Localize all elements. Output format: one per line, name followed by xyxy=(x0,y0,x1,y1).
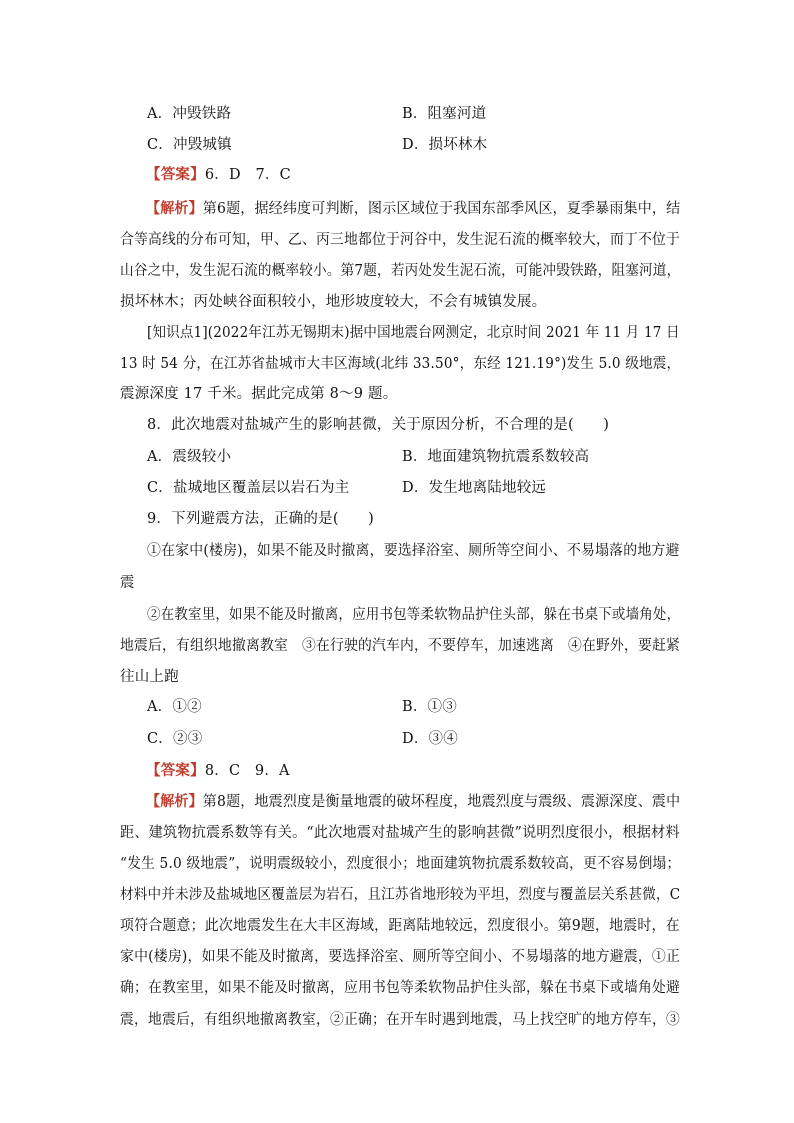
q8-stem: 8．此次地震对盐城产生的影响甚微，关于原因分析，不合理的是( ) xyxy=(147,417,610,433)
analysis-2-line-7: 确；在教室里，如果不能及时撤离，应用书包等柔软物品护住头部，躲在书桌下或墙角处避 xyxy=(120,980,681,996)
q9-option-d: D．③④ xyxy=(402,731,458,747)
analysis-2-line-6: 家中(楼房)，如果不能及时撤离，要选择浴室、厕所等空间小、不易塌落的地方避震，①正 xyxy=(120,949,681,965)
analysis-2-line-8: 震，地震后，有组织地撤离教室，②正确；在开车时遇到地震，马上找空旷的地方停车，③ xyxy=(120,1012,681,1028)
q9-statement-1-line-2: 震 xyxy=(120,575,135,591)
analysis-label: 【解析】 xyxy=(146,200,203,217)
q9-option-a: A．①② xyxy=(147,699,202,715)
analysis-2-line-3: “发生 5.0 级地震”，说明震级较小，烈度很小；地面建筑物抗震系数较高，更不容易倒塌； xyxy=(120,856,681,872)
q9-statement-2-line-1: ②在教室里，如果不能及时撤离，应用书包等柔软物品护住头部，躲在书桌下或墙角处， xyxy=(147,607,681,623)
q67-option-a: A．冲毁铁路 xyxy=(147,106,232,122)
answer-label: 【答案】 xyxy=(146,166,205,183)
q8-option-c: C．盐城地区覆盖层以岩石为主 xyxy=(147,480,350,496)
q67-option-c: C．冲毁城镇 xyxy=(147,137,232,153)
answer-text: 8．C 9．A xyxy=(204,763,290,779)
analysis-2-line-4: 材料中并未涉及盐城地区覆盖层为岩石，且江苏省地形较为平坦，烈度与覆盖层关系甚微，C xyxy=(120,887,681,903)
material-line-3: 震源深度 17 千米。据此完成第 8～9 题。 xyxy=(120,386,398,402)
q9-stem: 9．下列避震方法，正确的是( ) xyxy=(147,511,374,527)
analysis-1-line-3: 山谷之中，发生泥石流的概率较小。第7题，若丙处发生泥石流，可能冲毁铁路，阻塞河道， xyxy=(120,263,681,279)
analysis-label: 【解析】 xyxy=(146,793,203,810)
material-line-1: [知识点1](2022年江苏无锡期末)据中国地震台网测定，北京时间 2021 年 11 月 17 日 xyxy=(147,325,680,341)
q9-statement-2-line-3: 往山上跑 xyxy=(120,669,179,685)
q67-option-b: B．阻塞河道 xyxy=(402,106,487,122)
answer-label: 【答案】 xyxy=(146,762,205,779)
answer-text: 6．D 7．C xyxy=(204,167,291,183)
material-line-2: 13 时 54 分，在江苏省盐城市大丰区海域(北纬 33.50°，东经 121.19°)发生 5.0 级地震， xyxy=(120,356,681,372)
answer-1 xyxy=(146,165,291,185)
analysis-1-line-1: 【解析】第6题，据经纬度可判断，图示区域位于我国东部季风区，夏季暴雨集中，结 xyxy=(146,200,681,217)
q8-option-a: A．震级较小 xyxy=(147,449,232,465)
q9-option-b: B．①③ xyxy=(402,699,457,715)
q8-option-d: D．发生地离陆地较远 xyxy=(402,480,547,496)
q9-option-c: C．②③ xyxy=(147,731,203,747)
analysis-2-line-5: 项符合题意；此次地震发生在大丰区海域，距离陆地较远，烈度很小。第9题，地震时，在 xyxy=(120,918,680,934)
analysis-1-line-2: 合等高线的分布可知，甲、乙、丙三地都位于河谷中，发生泥石流的概率较大，而丁不位于 xyxy=(120,232,681,248)
q8-option-b: B．地面建筑物抗震系数较高 xyxy=(402,449,590,465)
analysis-1-line-4: 损坏林木；丙处峡谷面积较小，地形坡度较大，不会有城镇发展。 xyxy=(120,294,547,310)
analysis-2-line-1: 【解析】第8题，地震烈度是衡量地震的破坏程度，地震烈度与震级、震源深度、震中 xyxy=(146,793,681,810)
q67-option-d: D．损坏林木 xyxy=(402,137,488,153)
q9-statement-2-line-2: 地震后，有组织地撤离教室 ③在行驶的汽车内，不要停车，加速逃离 ④在野外，要赶紧 xyxy=(120,638,681,654)
q9-statement-1-line-1: ①在家中(楼房)，如果不能及时撤离，要选择浴室、厕所等空间小、不易塌落的地方避 xyxy=(147,543,680,559)
answer-2 xyxy=(146,761,290,781)
analysis-2-line-2: 距、建筑物抗震系数等有关。“此次地震对盐城产生的影响甚微”说明烈度很小，根据材料 xyxy=(120,825,680,841)
